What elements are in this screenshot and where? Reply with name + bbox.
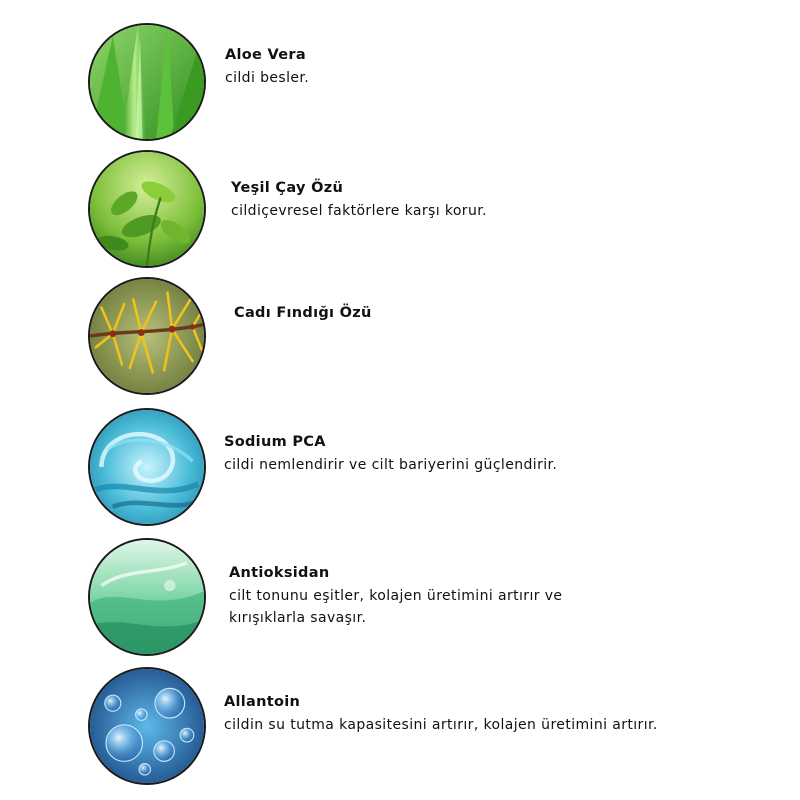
aloe-vera-icon [88, 23, 206, 141]
antioxidant-gel-icon [88, 538, 206, 656]
ingredient-description: cildi besler. [225, 70, 310, 86]
ingredient-title: Allantoin [224, 694, 301, 710]
ingredient-description: cildi nemlendirir ve cilt bariyerini güçlendirir. [224, 457, 558, 473]
ingredient-title: Cadı Fındığı Özü [234, 305, 372, 321]
green-tea-icon [88, 150, 206, 268]
water-swirl-icon [88, 408, 206, 526]
ingredient-allantoin [0, 665, 800, 795]
ingredient-sodium-pca [0, 405, 800, 535]
ingredient-title: Sodium PCA [224, 434, 326, 450]
ingredient-description-line-1: cilt tonunu eşitler, kolajen üretimini artırır ve [229, 588, 563, 604]
ingredient-title: Yeşil Çay Özü [231, 180, 344, 196]
bubbles-icon [88, 667, 206, 785]
ingredient-description-line-2: kırışıklarla savaşır. [229, 610, 367, 626]
ingredient-antioxidant [0, 535, 800, 665]
ingredient-witch-hazel [0, 275, 800, 405]
ingredient-green-tea [0, 150, 800, 280]
ingredient-description: cildin su tutma kapasitesini artırır, kolajen üretimini artırır. [224, 717, 658, 733]
ingredient-title: Aloe Vera [225, 47, 306, 63]
ingredient-description: cildiçevresel faktörlere karşı korur. [231, 203, 487, 219]
ingredient-aloe-vera [0, 20, 800, 150]
witch-hazel-icon [88, 277, 206, 395]
ingredient-title: Antioksidan [229, 565, 330, 581]
